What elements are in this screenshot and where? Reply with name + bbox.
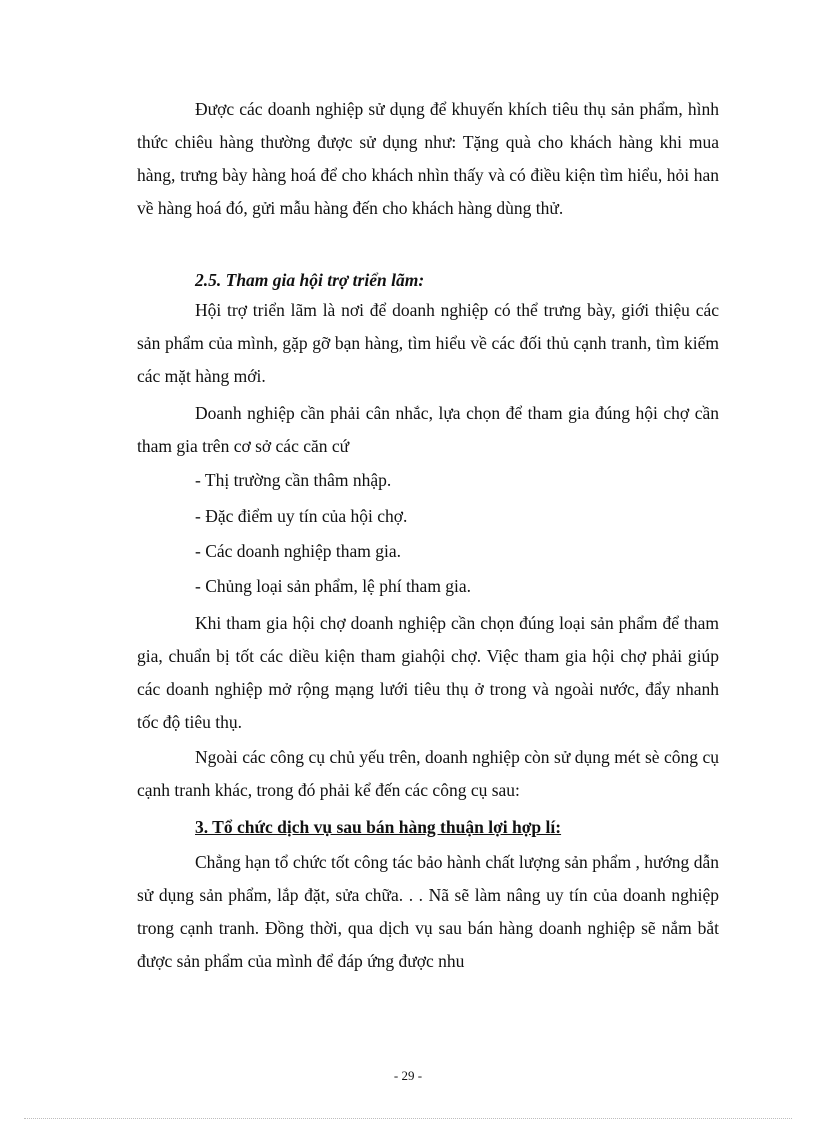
heading-section-2-5: 2.5. Tham gia hội trợ triển lãm: bbox=[195, 270, 425, 290]
bullet-item: - Các doanh nghiệp tham gia. bbox=[195, 541, 402, 561]
page-number: - 29 - bbox=[393, 1068, 423, 1083]
paragraph-fair-participation: Khi tham gia hội chợ doanh nghiệp cần chọn đúng loại sản phẩm để tham gia, chuẩn bị tốt các diều kiện tham giahội chợ. Việc tham gia hội chợ phải giúp các doanh nghiệp mở rộng mạng lưới tiêu thụ ở trong và ngoài nước, đẩy nhanh tốc độ tiêu thụ. bbox=[137, 613, 719, 732]
paragraph-fair-selection: Doanh nghiệp cần phải cân nhắc, lựa chọn để tham gia đúng hội chợ cần tham gia trên cơ sở các căn cứ bbox=[137, 403, 719, 456]
heading-section-3: 3. Tổ chức dịch vụ sau bán hàng thuận lợi hợp lí: bbox=[195, 817, 562, 837]
footer-divider bbox=[24, 1118, 792, 1119]
paragraph-trade-fair: Hội trợ triển lãm là nơi để doanh nghiệp có thể trưng bày, giới thiệu các sản phẩm của mình, gặp gỡ bạn hàng, tìm hiểu về các đối thủ cạnh tranh, tìm kiếm các mặt hàng mới. bbox=[137, 300, 719, 386]
paragraph-promotion: Được các doanh nghiệp sử dụng để khuyến khích tiêu thụ sản phẩm, hình thức chiêu hàng thường được sử dụng như: Tặng quà cho khách hàng khi mua hàng, trưng bày hàng hoá để cho khách nhìn thấy và có điều kiện tìm hiểu, hỏi han về hàng hoá đó, gửi mẫu hàng đến cho khách hàng dùng thử. bbox=[137, 99, 719, 218]
paragraph-other-tools: Ngoài các công cụ chủ yếu trên, doanh nghiệp còn sử dụng mét sè công cụ cạnh tranh khác, trong đó phải kể đến các công cụ sau: bbox=[137, 747, 719, 800]
bullet-item: - Đặc điểm uy tín của hội chợ. bbox=[195, 506, 408, 526]
bullet-item: - Chủng loại sản phẩm, lệ phí tham gia. bbox=[195, 576, 472, 596]
paragraph-after-sales: Chẳng hạn tổ chức tốt công tác bảo hành chất lượng sản phẩm , hướng dẫn sử dụng sản phẩm, lắp đặt, sửa chữa. . . Nã sẽ làm nâng uy tín của doanh nghiệp trong cạnh tranh. Đồng thời, qua dịch vụ sau bán hàng doanh nghiệp sẽ nắm bắt được sản phẩm của mình để đáp ứng được nhu bbox=[137, 852, 719, 971]
bullet-item: - Thị trường cần thâm nhập. bbox=[195, 470, 392, 490]
